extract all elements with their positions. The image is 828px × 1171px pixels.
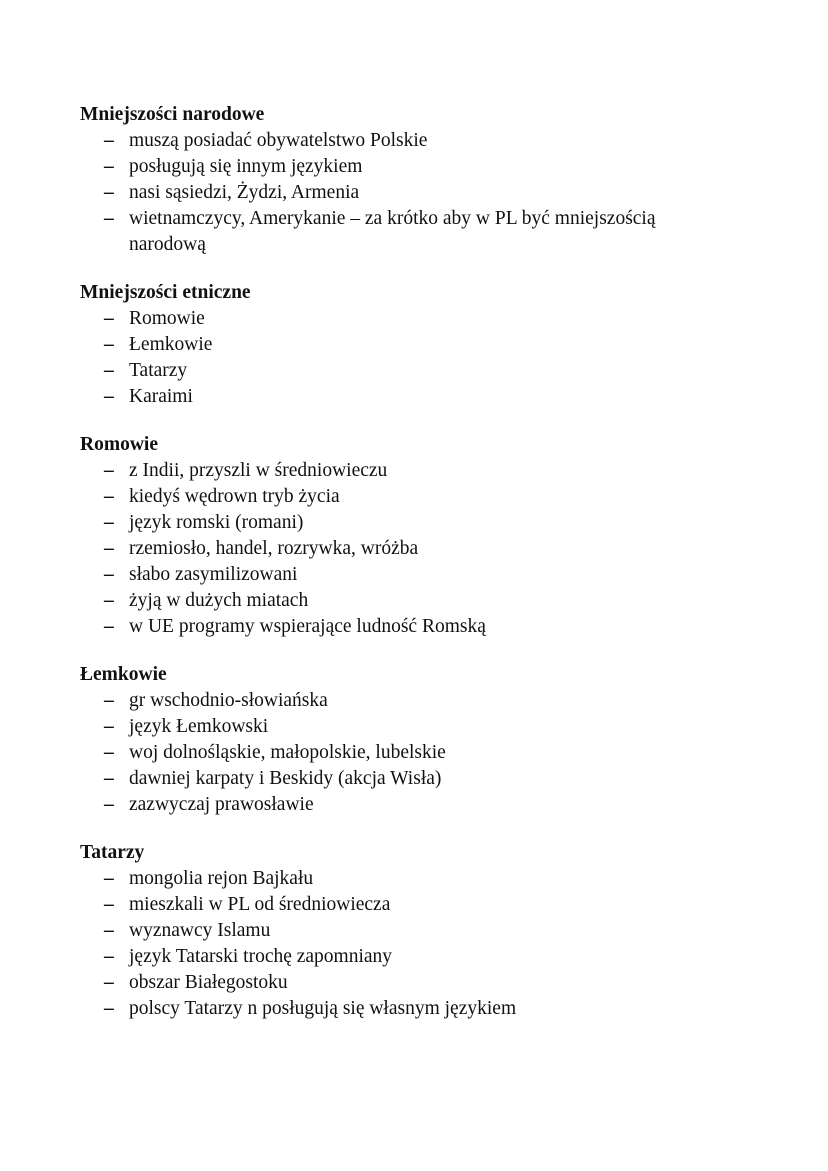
section <box>80 662 780 818</box>
bullet-list <box>80 688 780 818</box>
list-item-text: wyznawcy Islamu <box>129 920 271 941</box>
list-item <box>80 128 699 154</box>
list-item <box>80 918 699 944</box>
list-item-text: z Indii, przyszli w średniowieczu <box>129 460 388 481</box>
list-item <box>80 536 699 562</box>
dash-bullet-icon: – <box>104 360 114 381</box>
list-item-text: kiedyś wędrown tryb życia <box>129 486 340 507</box>
section-heading: Tatarzy <box>80 842 145 863</box>
dash-bullet-icon: – <box>104 894 114 915</box>
bullet-list <box>80 306 780 410</box>
list-item <box>80 766 699 792</box>
list-item-text: posługują się innym językiem <box>129 156 363 177</box>
dash-bullet-icon: – <box>104 716 114 737</box>
list-item <box>80 740 699 766</box>
list-item-text: Karaimi <box>129 386 193 407</box>
dash-bullet-icon: – <box>104 920 114 941</box>
list-item <box>80 714 699 740</box>
list-item <box>80 892 699 918</box>
dash-bullet-icon: – <box>104 590 114 611</box>
list-item-text: rzemiosło, handel, rozrywka, wróżba <box>129 538 419 559</box>
section-heading: Łemkowie <box>80 664 167 685</box>
list-item-text: gr wschodnio-słowiańska <box>129 690 328 711</box>
list-item-text: nasi sąsiedzi, Żydzi, Armenia <box>129 182 360 203</box>
dash-bullet-icon: – <box>104 538 114 559</box>
list-item-text: Romowie <box>129 308 205 329</box>
dash-bullet-icon: – <box>104 182 114 203</box>
section-heading: Romowie <box>80 434 158 455</box>
list-item-text: słabo zasymilizowani <box>129 564 298 585</box>
list-item <box>80 688 699 714</box>
list-item <box>80 332 699 358</box>
dash-bullet-icon: – <box>104 868 114 889</box>
dash-bullet-icon: – <box>104 690 114 711</box>
section <box>80 840 780 1022</box>
document-body <box>80 102 780 1044</box>
list-item-text: woj dolnośląskie, małopolskie, lubelskie <box>129 742 446 763</box>
dash-bullet-icon: – <box>104 386 114 407</box>
section <box>80 432 780 640</box>
bullet-list <box>80 128 780 258</box>
dash-bullet-icon: – <box>104 972 114 993</box>
list-item-text: mieszkali w PL od średniowiecza <box>129 894 391 915</box>
list-item <box>80 458 699 484</box>
list-item-text: mongolia rejon Bajkału <box>129 868 314 889</box>
dash-bullet-icon: – <box>104 130 114 151</box>
dash-bullet-icon: – <box>104 334 114 355</box>
list-item-text: język Tatarski trochę zapomniany <box>129 946 393 967</box>
dash-bullet-icon: – <box>104 616 114 637</box>
dash-bullet-icon: – <box>104 512 114 533</box>
list-item <box>80 154 699 180</box>
list-item <box>80 996 699 1022</box>
dash-bullet-icon: – <box>104 564 114 585</box>
section-heading: Mniejszości narodowe <box>80 104 265 125</box>
list-item <box>80 866 699 892</box>
list-item-text: w UE programy wspierające ludność Romską <box>129 616 486 637</box>
dash-bullet-icon: – <box>104 742 114 763</box>
list-item <box>80 562 699 588</box>
list-item <box>80 792 699 818</box>
list-item <box>80 510 699 536</box>
dash-bullet-icon: – <box>104 794 114 815</box>
list-item <box>80 944 699 970</box>
dash-bullet-icon: – <box>104 208 114 229</box>
list-item-text: język romski (romani) <box>129 512 304 533</box>
list-item-text: dawniej karpaty i Beskidy (akcja Wisła) <box>129 768 442 789</box>
list-item <box>80 970 699 996</box>
list-item-text: język Łemkowski <box>129 716 269 737</box>
list-item <box>80 206 699 258</box>
dash-bullet-icon: – <box>104 308 114 329</box>
list-item-text: obszar Białegostoku <box>129 972 288 993</box>
dash-bullet-icon: – <box>104 460 114 481</box>
list-item <box>80 358 699 384</box>
list-item-text: żyją w dużych miatach <box>129 590 309 611</box>
dash-bullet-icon: – <box>104 156 114 177</box>
list-item-text: Tatarzy <box>129 360 188 381</box>
dash-bullet-icon: – <box>104 998 114 1019</box>
list-item <box>80 588 699 614</box>
list-item <box>80 614 699 640</box>
list-item-text: Łemkowie <box>129 334 213 355</box>
list-item-text: zazwyczaj prawosławie <box>129 794 314 815</box>
section-heading: Mniejszości etniczne <box>80 282 251 303</box>
section <box>80 102 780 258</box>
list-item-text: muszą posiadać obywatelstwo Polskie <box>129 130 428 151</box>
bullet-list <box>80 458 780 640</box>
dash-bullet-icon: – <box>104 768 114 789</box>
list-item-text: polscy Tatarzy n posługują się własnym językiem <box>129 998 517 1019</box>
list-item <box>80 306 699 332</box>
bullet-list <box>80 866 780 1022</box>
list-item <box>80 484 699 510</box>
dash-bullet-icon: – <box>104 486 114 507</box>
dash-bullet-icon: – <box>104 946 114 967</box>
list-item <box>80 180 699 206</box>
list-item-text: wietnamczycy, Amerykanie – za krótko aby w PL być mniejszością narodową <box>129 208 656 255</box>
section <box>80 280 780 410</box>
list-item <box>80 384 699 410</box>
